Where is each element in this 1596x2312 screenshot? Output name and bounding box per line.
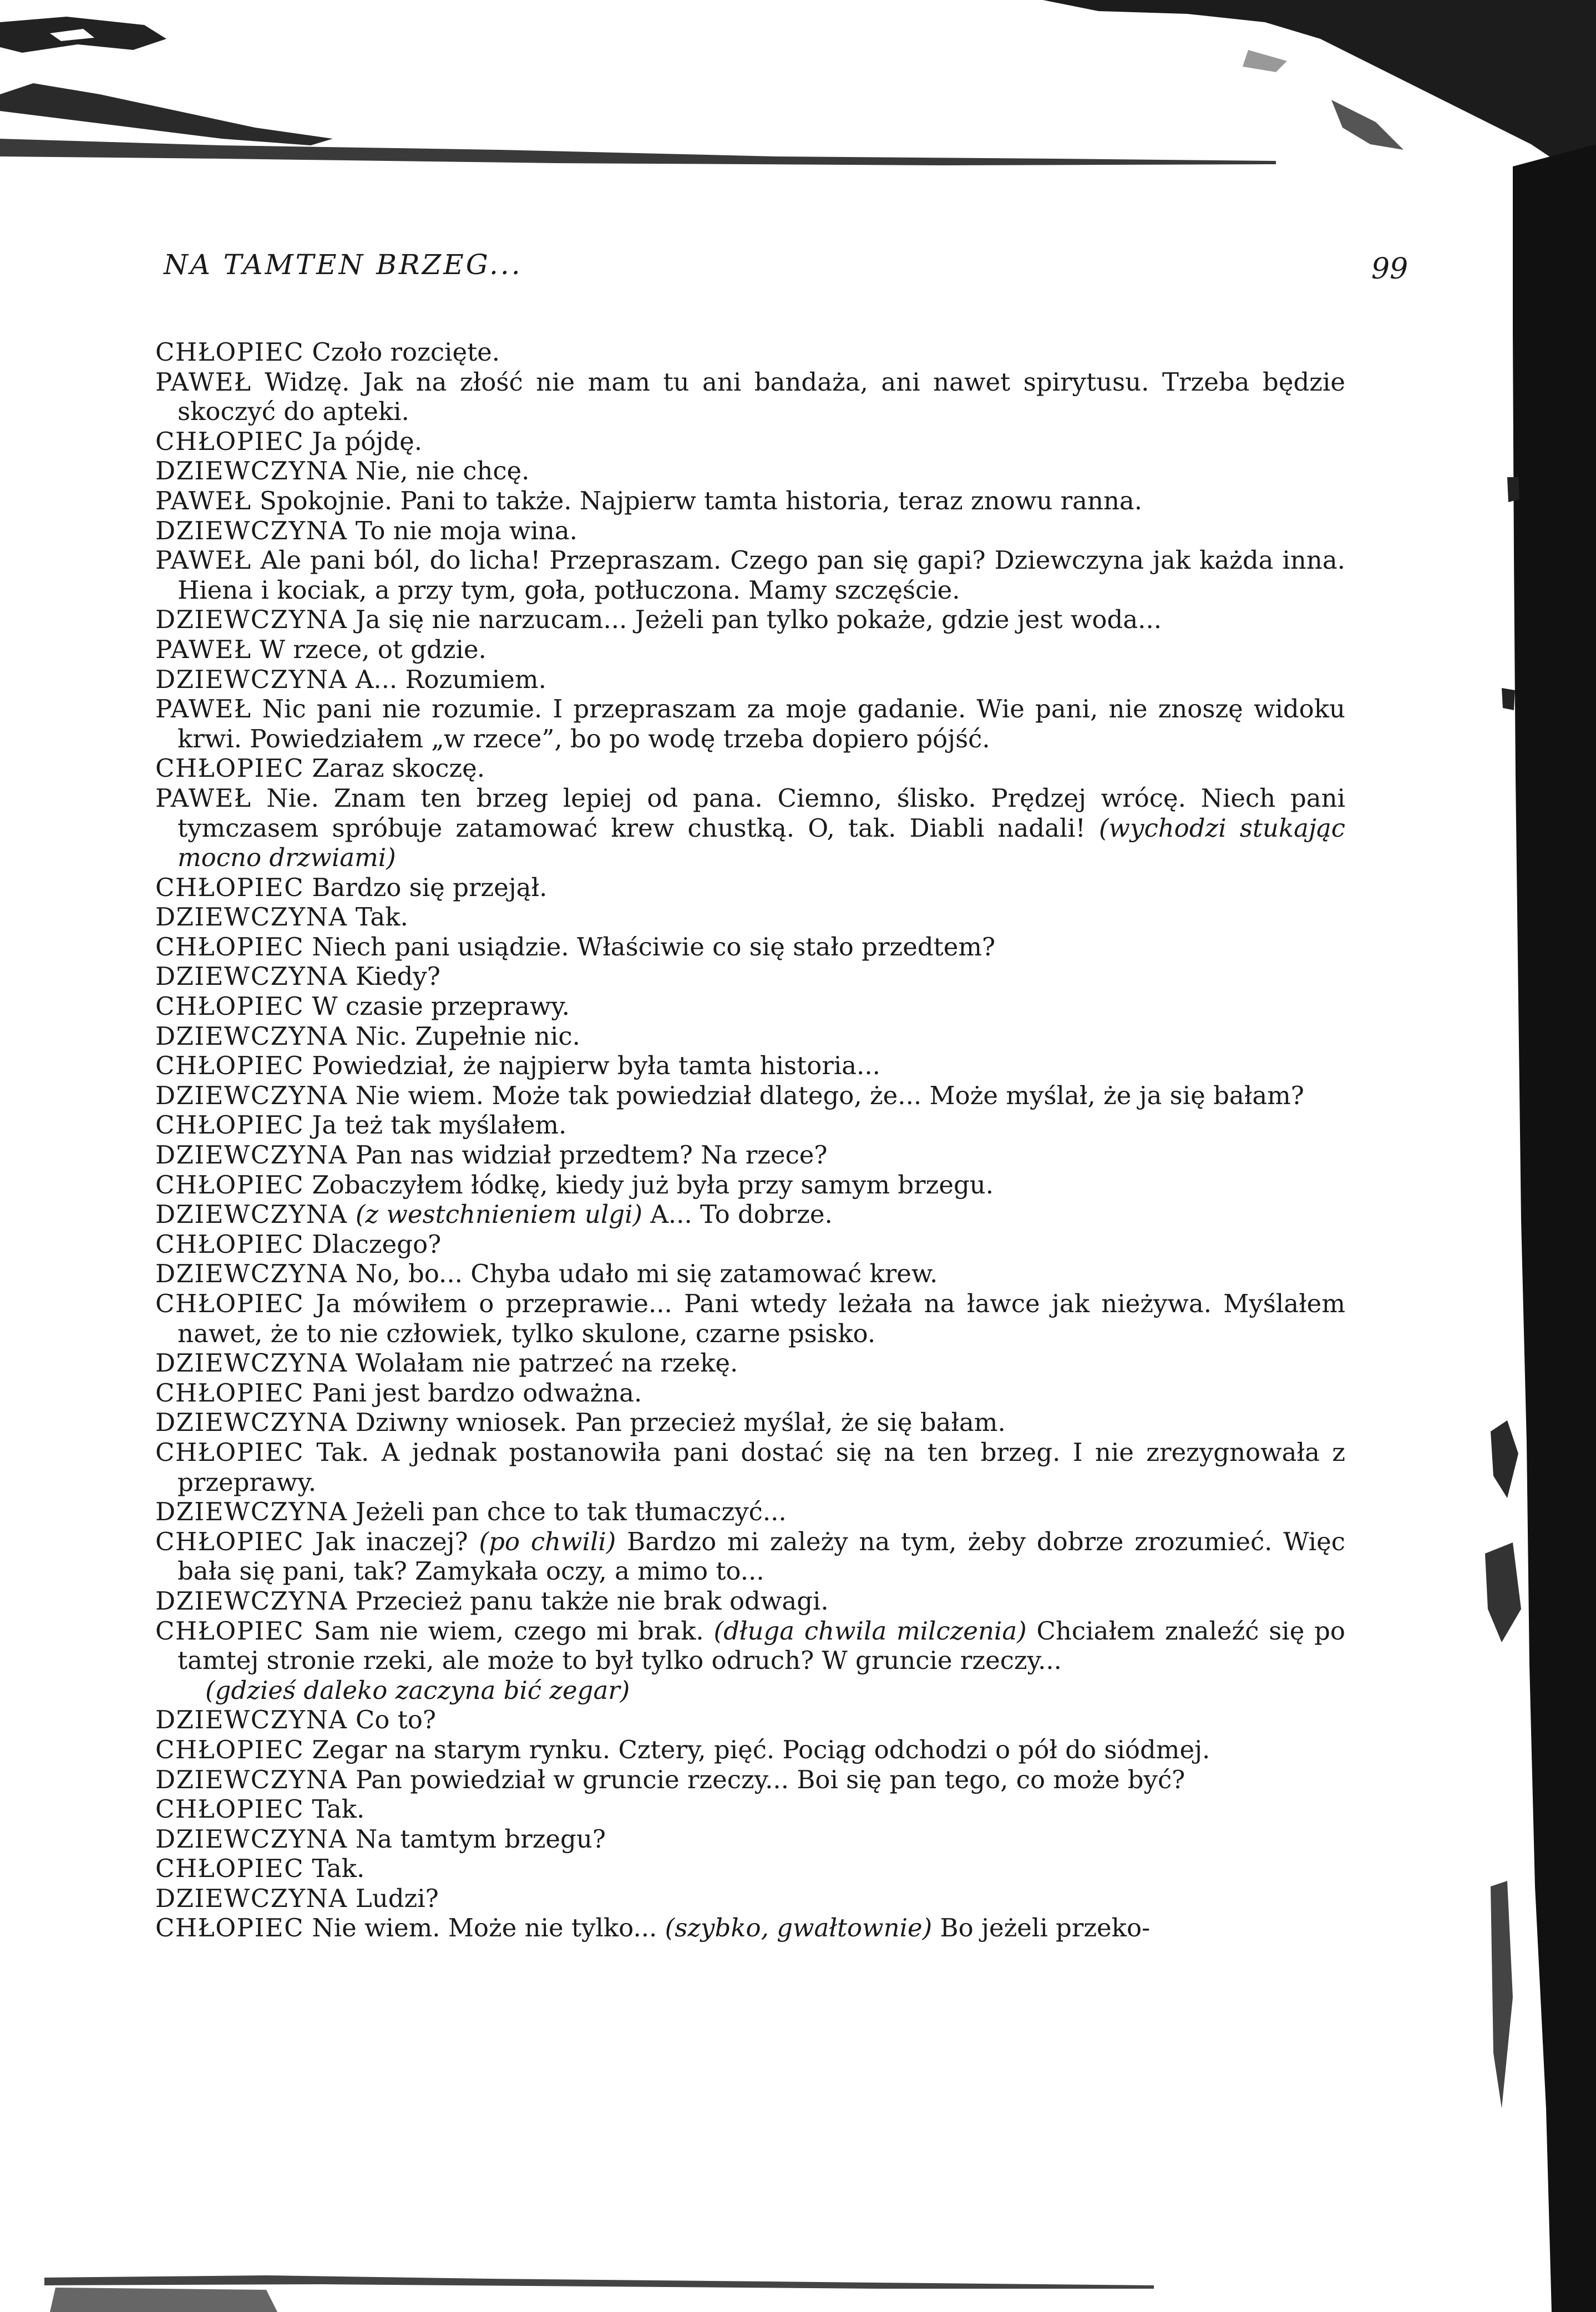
dialogue-line xyxy=(155,783,1345,873)
line-text: Widzę. Jak na złość nie mam tu ani bandaża, ani nawet spirytusu. Trzeba będzie skoczyć do apteki. xyxy=(178,367,1345,427)
speaker: DZIEWCZYNA xyxy=(155,664,348,694)
dialogue-line xyxy=(155,1081,1345,1111)
line-text: Kiedy? xyxy=(355,962,440,991)
stage-direction: (gdzieś daleko zaczyna bić zegar) xyxy=(205,1675,630,1705)
speaker: CHŁOPIEC xyxy=(155,337,305,367)
line-text: Na tamtym brzegu? xyxy=(355,1824,606,1854)
line-text: Pan powiedział w gruncie rzeczy... Boi się pan tego, co może być? xyxy=(355,1764,1185,1794)
speaker: DZIEWCZYNA xyxy=(155,1497,348,1527)
dialogue-line xyxy=(155,1230,1345,1259)
speaker: DZIEWCZYNA xyxy=(155,1824,348,1854)
dialogue-line xyxy=(155,1705,1345,1735)
speaker: CHŁOPIEC xyxy=(155,1051,305,1081)
dialogue-line xyxy=(155,1527,1345,1586)
line-text: Bardzo się przejął. xyxy=(312,872,548,902)
line-text: Pan nas widział przedtem? Na rzece? xyxy=(355,1140,828,1170)
line-text: W czasie przeprawy. xyxy=(312,991,570,1021)
speaker: DZIEWCZYNA xyxy=(155,1764,348,1794)
dialogue-line xyxy=(155,1259,1345,1289)
running-title: NA TAMTEN BRZEG... xyxy=(164,249,523,281)
dialogue-line xyxy=(155,1378,1345,1408)
dialogue-line xyxy=(155,337,1345,367)
speaker: DZIEWCZYNA xyxy=(155,605,348,635)
scan-edge-bottom-artifact xyxy=(44,2267,1154,2312)
line-text: Nie, nie chcę. xyxy=(355,456,530,486)
dialogue-line xyxy=(155,1021,1345,1051)
dialogue-line xyxy=(155,1110,1345,1140)
line-text: A... To dobrze. xyxy=(650,1200,833,1230)
speaker: CHŁOPIEC xyxy=(155,1229,305,1259)
speaker: CHŁOPIEC xyxy=(155,932,305,962)
speaker: CHŁOPIEC xyxy=(155,1170,305,1200)
speaker: CHŁOPIEC xyxy=(155,872,305,902)
dialogue-line xyxy=(155,367,1345,427)
scan-edge-top-artifact xyxy=(0,0,1596,189)
dialogue-line xyxy=(155,1289,1345,1348)
line-text-continued: Bo jeżeli przeko- xyxy=(940,1913,1151,1943)
line-text: Zegar na starym rynku. Cztery, pięć. Pociąg odchodzi o pół do siódmej. xyxy=(312,1734,1210,1764)
speaker: DZIEWCZYNA xyxy=(155,1140,348,1170)
speaker: DZIEWCZYNA xyxy=(155,1705,348,1735)
dialogue-line xyxy=(155,456,1345,486)
dialogue-line xyxy=(155,1854,1345,1884)
speaker: CHŁOPIEC xyxy=(155,1734,305,1764)
dialogue-line xyxy=(155,962,1345,991)
speaker: DZIEWCZYNA xyxy=(155,1883,348,1913)
stage-direction: (z westchnieniem ulgi) xyxy=(355,1200,643,1230)
line-text: Ale pani ból, do licha! Przepraszam. Czego pan się gapi? Dziewczyna jak każda inna. Hiena i kociak, a przy tym, goła, potłuczona. Mamy szczęście. xyxy=(178,545,1345,605)
dialogue-line xyxy=(155,694,1345,753)
stage-direction: (długa chwila milczenia) xyxy=(713,1616,1027,1646)
line-text: Nie wiem. Może nie tylko... xyxy=(312,1913,657,1943)
dialogue-line xyxy=(155,902,1345,932)
dialogue-line xyxy=(155,1616,1345,1676)
dialogue-line xyxy=(155,1200,1345,1230)
line-text: Tak. A jednak postanowiła pani dostać się na ten brzeg. I nie zrezygnowała z przeprawy. xyxy=(178,1437,1345,1497)
speaker: DZIEWCZYNA xyxy=(155,1348,348,1378)
dialogue-body xyxy=(155,337,1345,1943)
line-text: Ja się nie narzucam... Jeżeli pan tylko pokaże, gdzie jest woda... xyxy=(355,605,1162,635)
page-number: 99 xyxy=(1371,252,1408,286)
speaker: DZIEWCZYNA xyxy=(155,515,348,545)
speaker: CHŁOPIEC xyxy=(155,753,305,783)
line-text: Tak. xyxy=(312,1854,365,1884)
dialogue-line xyxy=(155,753,1345,783)
speaker: CHŁOPIEC xyxy=(155,1289,305,1318)
line-text: A... Rozumiem. xyxy=(355,664,546,694)
speaker: DZIEWCZYNA xyxy=(155,1021,348,1051)
speaker: PAWEŁ xyxy=(155,367,252,397)
dialogue-line xyxy=(155,605,1345,635)
speaker: DZIEWCZYNA xyxy=(155,1259,348,1289)
line-text: Jak inaczej? xyxy=(315,1526,468,1556)
line-text: Nie. Znam ten brzeg lepiej od pana. Ciemno, ślisko. Prędzej wrócę. Niech pani tymczasem spróbuje zatamować krew chustką. O, tak. Diabli nadali! xyxy=(178,783,1345,843)
speaker: PAWEŁ xyxy=(155,545,252,575)
line-text: Ja też tak myślałem. xyxy=(312,1110,567,1140)
dialogue-line xyxy=(155,665,1345,695)
line-text: Powiedział, że najpierw była tamta historia... xyxy=(312,1051,880,1081)
dialogue-line xyxy=(155,516,1345,546)
speaker: PAWEŁ xyxy=(155,783,252,813)
line-text: Pani jest bardzo odważna. xyxy=(312,1378,642,1408)
speaker: PAWEŁ xyxy=(155,485,252,515)
dialogue-line xyxy=(155,1497,1345,1527)
dialogue-line xyxy=(155,991,1345,1021)
line-text-continued: Chciałem znaleźć się po tamtej stronie rzeki, ale może to był tylko odruch? W gruncie rzeczy... xyxy=(178,1616,1345,1676)
line-text: No, bo... Chyba udało mi się zatamować krew. xyxy=(355,1259,938,1289)
speaker: DZIEWCZYNA xyxy=(155,456,348,486)
line-text: Ludzi? xyxy=(355,1883,439,1913)
speaker: DZIEWCZYNA xyxy=(155,1200,348,1230)
line-text: Co to? xyxy=(355,1705,436,1735)
line-text: Przecież panu także nie brak odwagi. xyxy=(355,1586,829,1616)
stage-direction: (szybko, gwałtownie) xyxy=(665,1913,933,1943)
line-text: To nie moja wina. xyxy=(355,515,577,545)
stage-direction-line xyxy=(155,1676,1345,1706)
speaker: CHŁOPIEC xyxy=(155,426,305,456)
speaker: DZIEWCZYNA xyxy=(155,1080,348,1110)
dialogue-line xyxy=(155,873,1345,903)
line-text-continued: Bardzo mi zależy na tym, żeby dobrze zrozumieć. Więc bała się pani, tak? Zamykała oczy, a mimo to... xyxy=(178,1526,1346,1586)
dialogue-line xyxy=(155,1140,1345,1170)
speaker: CHŁOPIEC xyxy=(155,1526,305,1556)
dialogue-line xyxy=(155,635,1345,665)
speaker: CHŁOPIEC xyxy=(155,1854,305,1884)
line-text: Tak. xyxy=(312,1794,365,1824)
dialogue-line xyxy=(155,1051,1345,1081)
dialogue-line xyxy=(155,1824,1345,1854)
speaker: DZIEWCZYNA xyxy=(155,1586,348,1616)
dialogue-line xyxy=(155,545,1345,605)
line-text: Dlaczego? xyxy=(312,1229,442,1259)
speaker: CHŁOPIEC xyxy=(155,1110,305,1140)
speaker: CHŁOPIEC xyxy=(155,1913,305,1943)
dialogue-line xyxy=(155,486,1345,516)
dialogue-line xyxy=(155,1586,1345,1616)
line-text: Jeżeli pan chce to tak tłumaczyć... xyxy=(355,1497,787,1527)
line-text: Spokojnie. Pani to także. Najpierw tamta historia, teraz znowu ranna. xyxy=(259,485,1143,515)
dialogue-line xyxy=(155,1913,1345,1943)
dialogue-line xyxy=(155,1348,1345,1378)
dialogue-line xyxy=(155,1408,1345,1438)
line-text: Zobaczyłem łódkę, kiedy już była przy samym brzegu. xyxy=(312,1170,994,1200)
line-text: Ja mówiłem o przeprawie... Pani wtedy leżała na ławce jak nieżywa. Myślałem nawet, że to nie człowiek, tylko skulone, czarne psisko. xyxy=(178,1289,1345,1348)
speaker: CHŁOPIEC xyxy=(155,991,305,1021)
speaker: CHŁOPIEC xyxy=(155,1616,305,1646)
line-text: W rzece, ot gdzie. xyxy=(259,634,487,664)
dialogue-line xyxy=(155,1765,1345,1795)
line-text: Nic pani nie rozumie. I przepraszam za moje gadanie. Wie pani, nie znoszę widoku krwi. Powiedziałem „w rzece”, bo po wodę trzeba dopiero pójść. xyxy=(178,694,1345,753)
dialogue-line xyxy=(155,932,1345,962)
line-text: Sam nie wiem, czego mi brak. xyxy=(313,1616,704,1646)
line-text: Dziwny wniosek. Pan przecież myślał, że się bałam. xyxy=(355,1408,1006,1438)
speaker: DZIEWCZYNA xyxy=(155,962,348,991)
dialogue-line xyxy=(155,1794,1345,1824)
speaker: DZIEWCZYNA xyxy=(155,902,348,932)
speaker: CHŁOPIEC xyxy=(155,1378,305,1408)
dialogue-line xyxy=(155,1438,1345,1497)
speaker: PAWEŁ xyxy=(155,634,252,664)
stage-direction: (wychodzi stukając mocno drzwiami) xyxy=(178,813,1345,873)
line-text: Czoło rozcięte. xyxy=(312,337,500,367)
line-text: Tak. xyxy=(355,902,408,932)
line-text: Nic. Zupełnie nic. xyxy=(355,1021,580,1051)
dialogue-line xyxy=(155,1170,1345,1200)
speaker: CHŁOPIEC xyxy=(155,1794,305,1824)
speaker: PAWEŁ xyxy=(155,694,252,724)
speaker: DZIEWCZYNA xyxy=(155,1408,348,1438)
line-text: Nie wiem. Może tak powiedział dlatego, że... Może myślał, że ja się bałam? xyxy=(355,1080,1304,1110)
stage-direction: (po chwili) xyxy=(479,1526,616,1556)
speaker: CHŁOPIEC xyxy=(155,1437,305,1467)
line-text: Ja pójdę. xyxy=(312,426,423,456)
line-text: Zaraz skoczę. xyxy=(312,753,485,783)
scan-edge-right-artifact xyxy=(1468,0,1596,2312)
line-text: Wolałam nie patrzeć na rzekę. xyxy=(355,1348,738,1378)
line-text: Niech pani usiądzie. Właściwie co się stało przedtem? xyxy=(312,932,996,962)
dialogue-line xyxy=(155,1884,1345,1914)
dialogue-line xyxy=(155,1735,1345,1765)
dialogue-line xyxy=(155,427,1345,457)
